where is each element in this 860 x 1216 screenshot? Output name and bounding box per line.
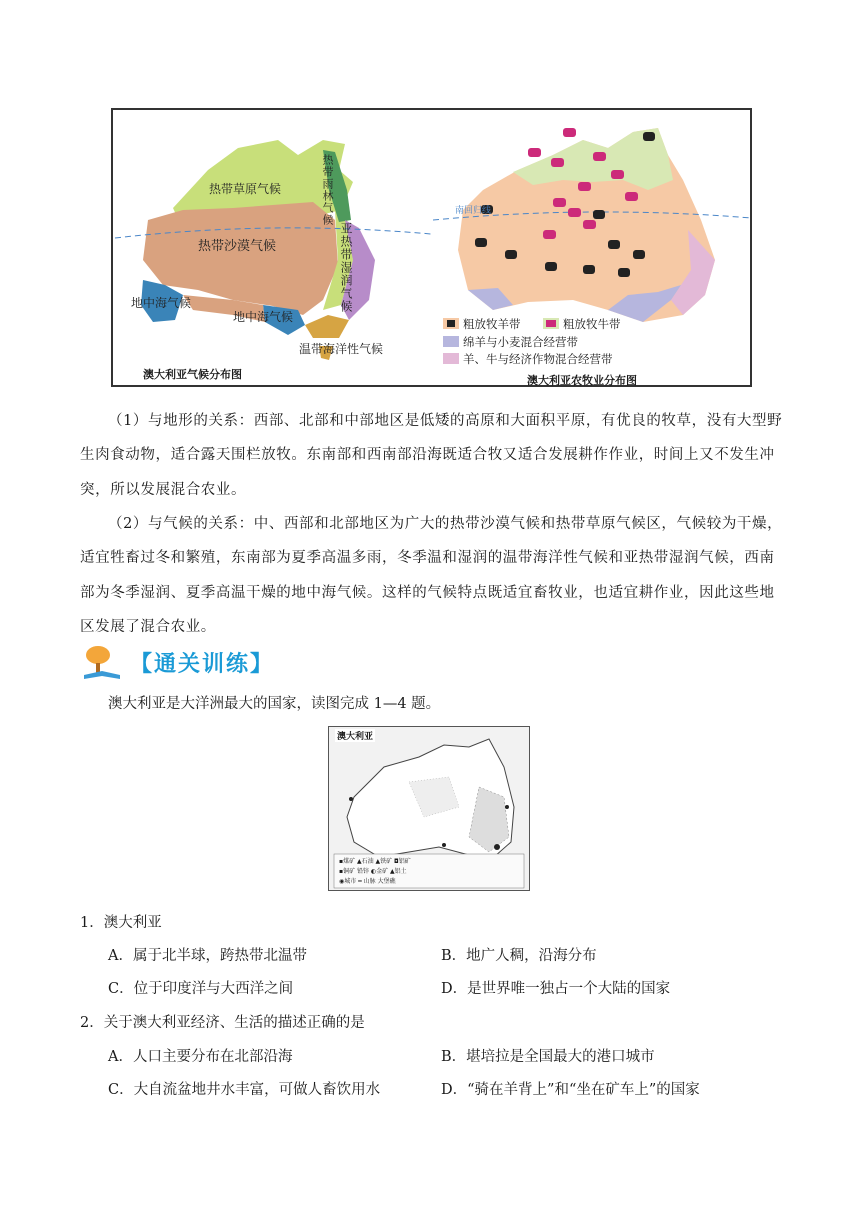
legend-sheep-wheat: 绵羊与小麦混合经营带 xyxy=(463,335,578,349)
tropic-label: 南回归线 xyxy=(455,206,492,216)
temperate-marine-region xyxy=(305,315,349,338)
legend-cattle: 粗放牧牛带 xyxy=(563,317,621,331)
question-2-option-b: B．堪培拉是全国最大的港口城市 xyxy=(441,1049,655,1065)
paragraph-1-line-2: 生肉食动物，适合露天围栏放牧。东南部和西南部沿海既适合牧又适合发展耕作作业，时间上又不发生冲 xyxy=(80,447,775,463)
legend-sheep: 粗放牧羊带 xyxy=(463,317,521,331)
paragraph-1-line-1: （1）与地形的关系：西部、北部和中部地区是低矮的高原和大面积平原，有优良的牧草，没有大型野 xyxy=(108,413,783,429)
question-1-stem: 1．澳大利亚 xyxy=(80,915,162,931)
legend-mixed-crops: 羊、牛与经济作物混合经营带 xyxy=(463,352,613,366)
climate-map-title: 澳大利亚气候分布图 xyxy=(143,368,242,381)
australia-resource-map xyxy=(328,726,530,891)
question-2-option-a: A．人口主要分布在北部沿海 xyxy=(108,1049,293,1065)
label-tropical-desert: 热带沙漠气候 xyxy=(198,239,277,254)
question-1-option-c: C．位于印度洋与大西洋之间 xyxy=(108,981,294,997)
question-1-option-d: D．是世界唯一独占一个大陆的国家 xyxy=(441,981,671,997)
label-tropical-grassland: 热带草原气候 xyxy=(209,182,282,196)
label-tropical-rainforest: 热带雨林气候 xyxy=(321,154,334,226)
question-2-stem: 2．关于澳大利亚经济、生活的描述正确的是 xyxy=(80,1015,365,1031)
lamp-book-icon xyxy=(80,645,128,681)
small-map-legend-3: ◉城市 ━ 山脉 大堡礁 xyxy=(339,878,396,885)
label-temperate-marine: 温带海洋性气候 xyxy=(299,342,384,356)
label-subtropical-humid: 亚热带湿润气候 xyxy=(339,222,353,313)
question-2-option-c: C．大自流盆地井水丰富，可做人畜饮用水 xyxy=(108,1082,381,1098)
intro-text: 澳大利亚是大洋洲最大的国家，读图完成 1—4 题。 xyxy=(108,696,441,712)
label-mediterranean-west: 地中海气候 xyxy=(131,296,192,310)
paragraph-1-line-3: 突，所以发展混合农业。 xyxy=(80,482,247,498)
question-1-option-b: B．地广人稠，沿海分布 xyxy=(441,948,597,964)
small-map-title: 澳大利亚 xyxy=(335,729,375,742)
question-1-option-a: A．属于北半球，跨热带北温带 xyxy=(108,948,307,964)
paragraph-2-line-1: （2）与气候的关系：中、西部和北部地区为广大的热带沙漠气候和热带草原气候区，气候较为干燥， xyxy=(108,516,783,532)
paragraph-2-line-3: 部为冬季湿润、夏季高温干燥的地中海气候。这样的气候特点既适宜畜牧业，也适宜耕作业，因此这些地 xyxy=(80,585,775,601)
map-figure xyxy=(111,108,752,387)
small-map-legend-1: ▪煤矿 ▲石油 ▲铁矿 ◘铝矿 xyxy=(339,858,411,865)
label-mediterranean-south: 地中海气候 xyxy=(233,310,294,324)
paragraph-2-line-2: 适宜牲畜过冬和繁殖，东南部为夏季高温多雨，冬季温和湿润的温带海洋性气候和亚热带湿润气候，西南 xyxy=(80,550,775,566)
section-title: 【通关训练】 xyxy=(130,652,275,677)
small-map-legend-2: ▪铜矿 铅锌 ◐金矿 ▲铝土 xyxy=(339,868,407,875)
question-2-option-d: D．“骑在羊背上”和“坐在矿车上”的国家 xyxy=(441,1082,700,1098)
paragraph-2-line-4: 区发展了混合农业。 xyxy=(80,619,216,635)
agri-map-title: 澳大利亚农牧业分布图 xyxy=(527,374,637,387)
